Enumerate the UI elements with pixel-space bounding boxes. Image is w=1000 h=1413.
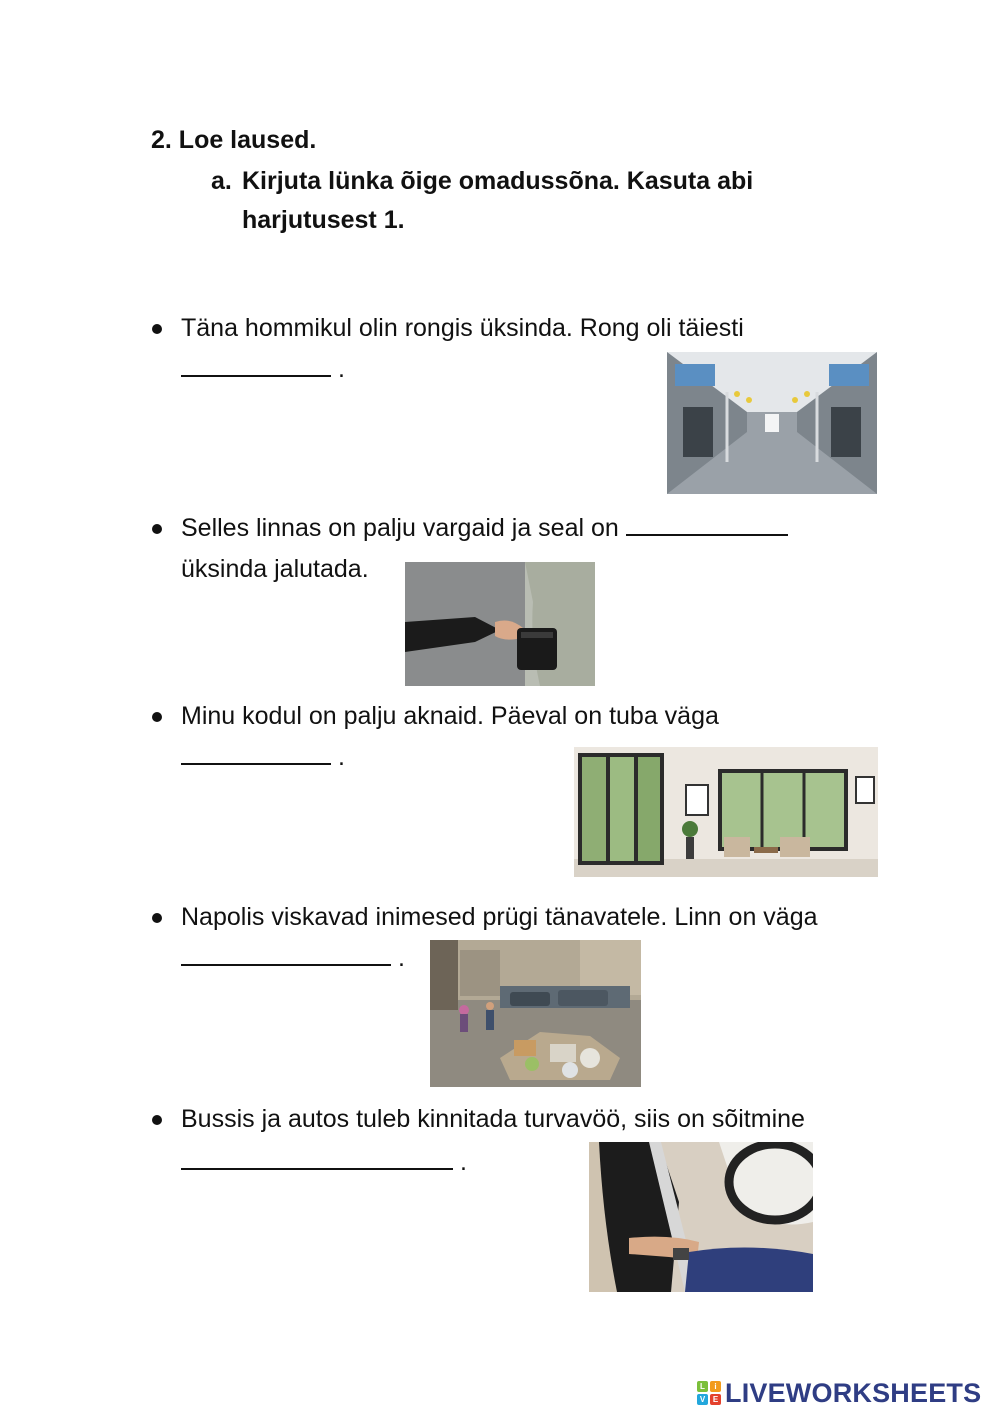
question-3-text: Minu kodul on palju aknaid. Päeval on tuba väga xyxy=(181,702,719,730)
question-5-answer-line xyxy=(181,1142,467,1183)
bullet xyxy=(152,1115,162,1125)
logo-text: LIVEWORKSHEETS xyxy=(725,1377,982,1408)
task-instruction-line2: harjutusest 1. xyxy=(242,206,405,234)
garbage-street-image xyxy=(430,940,641,1087)
task-title: 2. Loe laused. xyxy=(151,126,317,154)
answer-blank-3[interactable] xyxy=(181,741,331,765)
train-interior-image xyxy=(667,352,877,494)
logo-mark-icon: L i V E xyxy=(697,1381,721,1405)
question-1-answer-line xyxy=(181,349,345,390)
task-instruction-line1: Kirjuta lünka õige omadussõna. Kasuta abi xyxy=(242,167,754,195)
pickpocket-image xyxy=(405,562,595,686)
question-2-text-end: üksinda jalutada. xyxy=(181,555,369,583)
question-3-answer-line xyxy=(181,737,345,778)
question-2-answer-line xyxy=(181,508,788,549)
answer-blank-4[interactable] xyxy=(181,942,391,966)
question-1-period: . xyxy=(337,355,345,383)
bullet xyxy=(152,712,162,722)
question-5-period: . xyxy=(459,1148,467,1176)
bullet xyxy=(152,324,162,334)
question-4-text: Napolis viskavad inimesed prügi tänavatele. Linn on väga xyxy=(181,903,818,931)
question-2-text: Selles linnas on palju vargaid ja seal on xyxy=(181,514,619,542)
bullet xyxy=(152,913,162,923)
answer-blank-5[interactable] xyxy=(181,1146,453,1170)
answer-blank-2[interactable] xyxy=(626,512,788,536)
question-4-period: . xyxy=(397,944,405,972)
answer-blank-1[interactable] xyxy=(181,353,331,377)
living-room-image xyxy=(574,747,878,877)
bullet xyxy=(152,524,162,534)
seatbelt-image xyxy=(589,1142,813,1292)
task-sub-label: a. xyxy=(211,167,232,195)
liveworksheets-logo[interactable] xyxy=(697,1375,981,1411)
question-4-answer-line xyxy=(181,938,405,979)
question-1-text: Täna hommikul olin rongis üksinda. Rong oli täiesti xyxy=(181,314,744,342)
question-3-period: . xyxy=(337,743,345,771)
question-5-text: Bussis ja autos tuleb kinnitada turvavöö, siis on sõitmine xyxy=(181,1105,805,1133)
